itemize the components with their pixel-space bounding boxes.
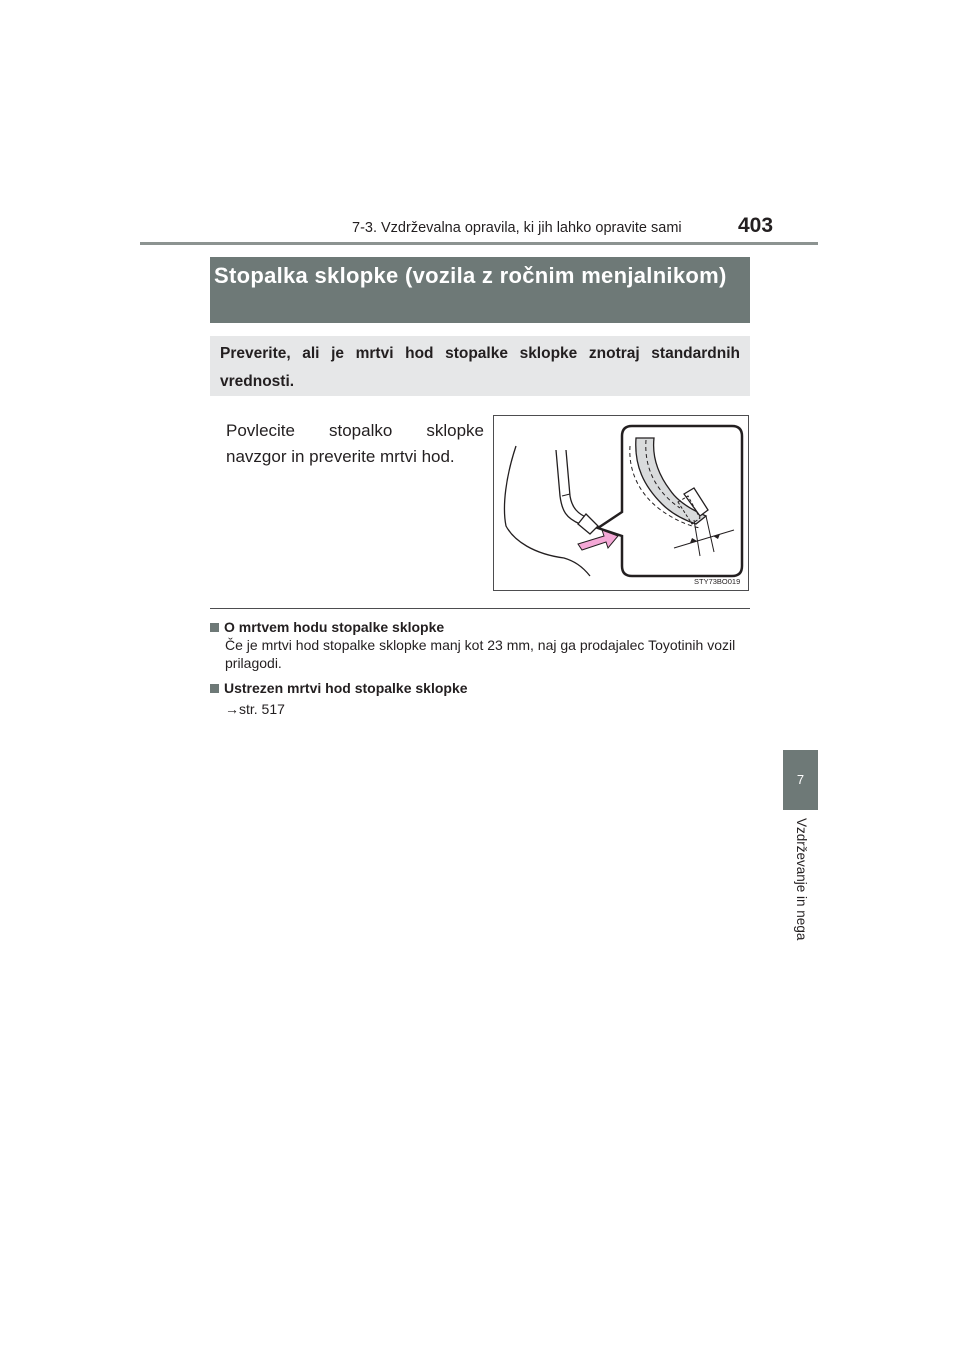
step-text: Povlecite stopalko sklopke navzgor in preverite mrtvi hod. [226,421,484,466]
note-proper-free-play [210,679,750,718]
note-divider [210,608,750,609]
bullet-square-icon [210,684,219,693]
bullet-square-icon [210,623,219,632]
figure-code: STY73BO019 [694,577,741,586]
note-title: O mrtvem hodu stopalke sklopke [224,619,445,635]
page-number: 403 [738,214,774,237]
chapter-label [783,818,818,958]
note-title: Ustrezen mrtvi hod stopalke sklopke [224,680,468,696]
page-reference-link[interactable]: →str. 517 [225,701,285,717]
section-title: Stopalka sklopke (vozila z ročnim menjalnikom) [210,257,750,323]
note-body: Če je mrtvi hod stopalke sklopke manj kot 23 mm, naj ga prodajalec Toyotinih vozil prilagodi. [225,637,736,671]
header-section: 7-3. Vzdrževalna opravila, ki jih lahko opravite sami [352,220,682,236]
chapter-tab[interactable]: 7 [783,750,818,810]
clutch-pedal-figure [493,415,749,591]
clutch-pedal-illustration [494,416,748,590]
intro-box: Preverite, ali je mrtvi hod stopalke sklopke znotraj standardnih vrednosti. [210,336,750,396]
header-rule [140,242,818,245]
note-free-play [210,618,750,672]
chapter-label-text: Vzdrževanje in nega [794,818,809,941]
